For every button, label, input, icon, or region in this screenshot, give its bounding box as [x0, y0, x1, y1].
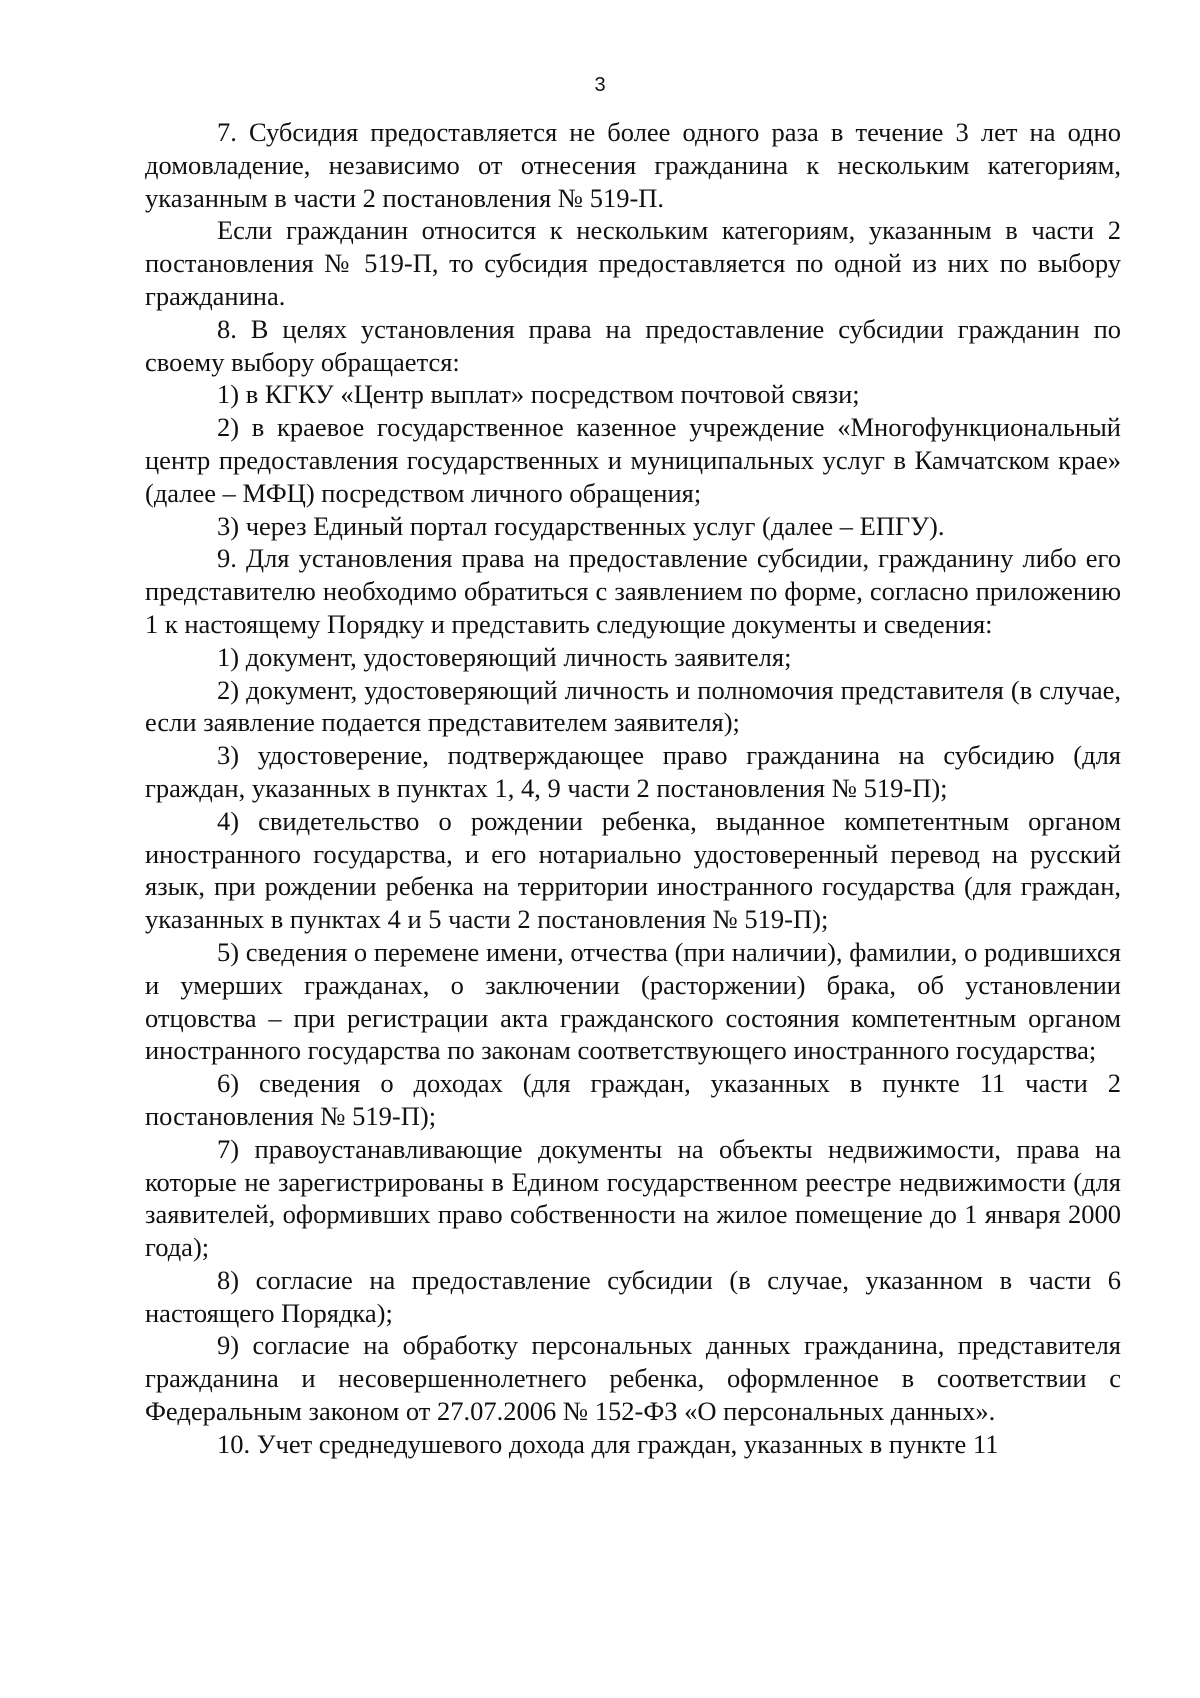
paragraph-9-item-3: 3) удостоверение, подтверждающее право гражданина на субсидию (для граждан, указанных в пунктах 1, 4, 9 части 2 постановления № 519-П); — [145, 740, 1121, 803]
paragraph-9-item-7: 7) правоустанавливающие документы на объекты недвижимости, права на которые не зарегистрированы в Едином государственном реестре недвижимости (для заявителей, оформивших право собственности на жилое помещение до 1 января 2000 года); — [145, 1133, 1121, 1263]
paragraph-9-item-2: 2) документ, удостоверяющий личность и полномочия представителя (в случае, если заявление подается представителем заявителя); — [145, 674, 1121, 738]
paragraph-9: 9. Для установления права на предоставление субсидии, гражданину либо его представителю необходимо обратиться с заявлением по форме, согласно приложению 1 к настоящему Порядку и представить следующие документы и сведения: — [145, 543, 1121, 639]
paragraph-9-item-1: 1) документ, удостоверяющий личность заявителя; — [217, 641, 792, 672]
paragraph-9-item-8: 8) согласие на предоставление субсидии (в случае, указанном в части 6 настоящего Порядка); — [145, 1264, 1121, 1328]
paragraph-10: 10. Учет среднедушевого дохода для граждан, указанных в пункте 11 — [217, 1428, 999, 1459]
paragraph-9-item-4: 4) свидетельство о рождении ребенка, выданное компетентным органом иностранного государства, и его нотариально удостоверенный перевод на русский язык, при рождении ребенка на территории иностранного государства (для граждан, указанных в пунктах 4 и 5 части 2 постановления № 519-П); — [145, 805, 1121, 935]
paragraph-8-item-3: 3) через Единый портал государственных услуг (далее – ЕПГУ). — [217, 510, 945, 541]
paragraph-8: 8. В целях установления права на предоставление субсидии гражданин по своему выбору обращается: — [145, 313, 1121, 377]
paragraph-7-note: Если гражданин относится к нескольким категориям, указанным в части 2 постановления № 519-П, то субсидия предоставляется по одной из них по выбору гражданина. — [145, 215, 1121, 311]
paragraph-8-item-2: 2) в краевое государственное казенное учреждение «Многофункциональный центр предоставления государственных и муниципальных услуг в Камчатском крае» (далее – МФЦ) посредством личного обращения; — [145, 412, 1121, 508]
paragraph-9-item-6: 6) сведения о доходах (для граждан, указанных в пункте 11 части 2 постановления № 519-П); — [145, 1068, 1121, 1131]
page-number: 3 — [594, 74, 606, 96]
paragraph-7: 7. Субсидия предоставляется не более одного раза в течение 3 лет на одно домовладение, независимо от отнесения гражданина к нескольким категориям, указанным в части 2 постановления № 519-П. — [145, 117, 1121, 213]
paragraph-8-item-1: 1) в КГКУ «Центр выплат» посредством почтовой связи; — [217, 379, 860, 410]
paragraph-9-item-5: 5) сведения о перемене имени, отчества (при наличии), фамилии, о родившихся и умерших гражданах, о заключении (расторжении) брака, об установлении отцовства – при регистрации акта гражданского состояния компетентным органом иностранного государства по законам соответствующего иностранного государства; — [145, 936, 1121, 1066]
document-body — [145, 116, 1121, 1461]
paragraph-9-item-9: 9) согласие на обработку персональных данных гражданина, представителя гражданина и несовершеннолетнего ребенка, оформленное в соответствии с Федеральным законом от 27.07.2006 № 152-ФЗ «О персональных данных». — [145, 1330, 1121, 1427]
